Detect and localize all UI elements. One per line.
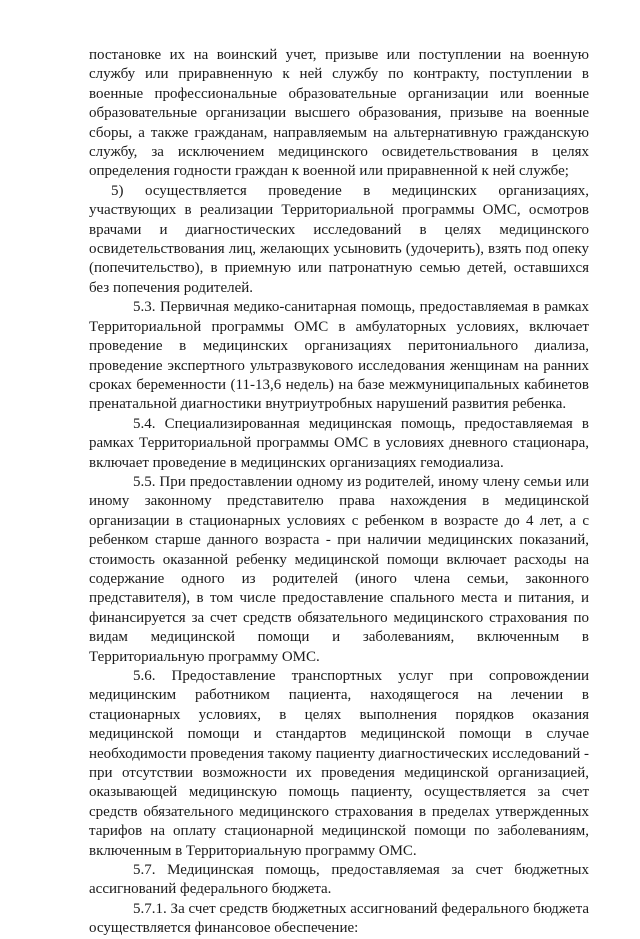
paragraph-5-7: 5.7. Медицинская помощь, предоставляемая за счет бюджетных ассигнований федерального бюджета.	[89, 862, 589, 898]
paragraph-item-5: 5) осуществляется проведение в медицинских организациях, участвующих в реализации Территориальной программы ОМС, осмотров врачами и диагностических исследований в целях медицинского освидетельствования лиц, желающих усыновить (удочерить), взять под опеку (попечительство), в приемную или патронатную семью детей, оставшихся без попечения родителей.	[89, 182, 589, 296]
paragraph-continuation: постановке их на воинский учет, призыве или поступлении на военную службу или приравненную к ней службу по контракту, поступлении в военные профессиональные образовательные организации или военные образовательные организации высшего образования, призыве на военные сборы, а также гражданам, направляемым на альтернативную гражданскую службу, за исключением медицинского освидетельствования в целях определения годности граждан к военной или приравненной к ней службе;	[89, 47, 589, 180]
paragraph-5-3: 5.3. Первичная медико-санитарная помощь, предоставляемая в рамках Территориальной программы ОМС в амбулаторных условиях, включает проведение в медицинских организациях перитониального диализа, проведение экспертного ультразвукового исследования женщинам на ранних сроках беременности (11-13,6 недель) на базе межмуниципальных кабинетов пренатальной диагностики внутриутробных нарушений развития ребенка.	[89, 299, 589, 413]
document-body	[89, 46, 589, 939]
paragraph-5-5: 5.5. При предоставлении одному из родителей, иному члену семьи или иному законному представителю права нахождения в медицинской организации в стационарных условиях с ребенком в возрасте до 4 лет, а с ребенком старше данного возраста - при наличии медицинских показаний, стоимость оказанной ребенку медицинской помощи включает расходы на содержание одного из родителей (иного члена семьи, законного представителя), в том числе предоставление спального места и питания, и финансируется за счет средств обязательного медицинского страхования по видам медицинской помощи и заболеваниям, включенным в Территориальную программу ОМС.	[89, 473, 589, 665]
paragraph-5-6: 5.6. Предоставление транспортных услуг при сопровождении медицинским работником пациента, находящегося на лечении в стационарных условиях, в целях выполнения порядков оказания медицинской помощи и стандартов медицинской помощи в случае необходимости проведения такому пациенту диагностических исследований - при отсутствии возможности их проведения медицинской организацией, оказывающей медицинскую помощь пациенту, осуществляется за счет средств обязательного медицинского страхования в пределах утвержденных тарифов на оплату стационарной медицинской помощи по заболеваниям, включенным в Территориальную программу ОМС.	[89, 668, 589, 859]
paragraph-5-7-1: 5.7.1. За счет средств бюджетных ассигнований федерального бюджета осуществляется финансовое обеспечение:	[89, 900, 589, 937]
paragraph-5-4: 5.4. Специализированная медицинская помощь, предоставляемая в рамках Территориальной программы ОМС в условиях дневного стационара, включает проведение в медицинских организациях гемодиализа.	[89, 415, 589, 471]
